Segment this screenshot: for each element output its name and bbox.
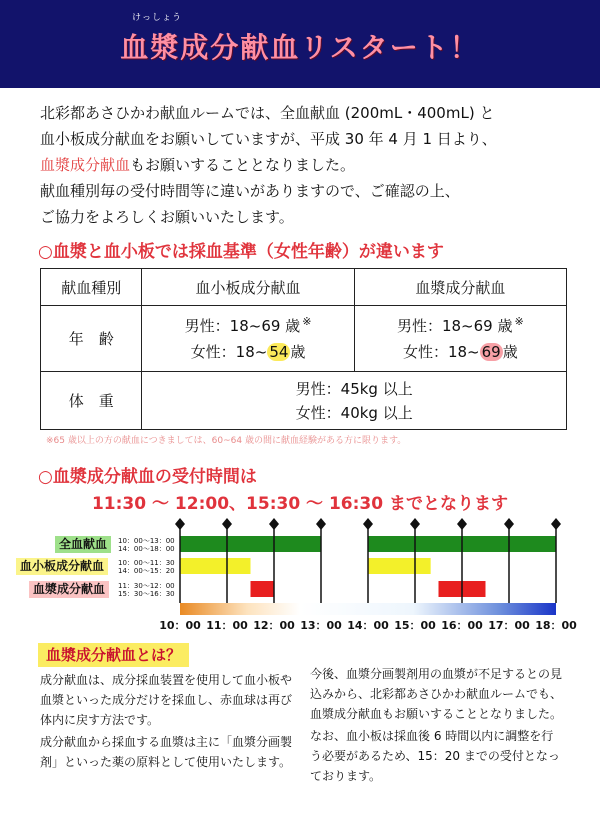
intro-paragraph: [40, 100, 580, 230]
criteria-table: [40, 268, 567, 430]
schedule-row-hours-group: [118, 559, 175, 575]
hour-diamond: [316, 518, 326, 530]
weight-female: 女性：40kg 以上: [295, 403, 413, 422]
about-left-column: [40, 670, 292, 774]
about-right-para-2: なお、血小板は採血後 6 時間以内に調整を行う必要があるため、15：20 までの受付となっております。: [310, 729, 560, 783]
schedule-row-hours: 14：00～18：00: [118, 545, 175, 553]
page-title: 血漿成分献血リスタート！: [120, 31, 480, 64]
hour-diamond: [175, 518, 185, 530]
schedule-row-hours: 15：30～16：30: [118, 590, 175, 598]
weight-cell: [142, 372, 567, 430]
schedule-row-hours: 14：00～15：20: [118, 567, 175, 575]
section-heading-hours: ○血漿成分献血の受付時間は: [38, 467, 257, 487]
table-header-plasma: 血漿成分献血: [354, 269, 566, 306]
intro-line-1: 北彩都あさひかわ献血ルームでは、全血献血 (200mL・400mL) と: [40, 104, 495, 122]
note-mark: ※: [302, 314, 312, 328]
table-row-weight: [41, 372, 567, 430]
weight-label: 体 重: [41, 372, 142, 430]
plasma-age-cell: [354, 306, 566, 372]
intro-line-2: 血小板成分献血をお願いしていますが、平成 30 年 4 月 1 日より、: [40, 130, 497, 148]
hour-diamond: [457, 518, 467, 530]
hour-tick-label: 11：00: [206, 619, 248, 632]
schedule-row-label: 全血献血: [55, 536, 111, 553]
title-ruby: けっしょう: [132, 13, 183, 23]
plasma-hours: 11:30 〜 12:00、15:30 〜 16:30 までとなります: [91, 494, 509, 514]
hour-diamond: [363, 518, 373, 530]
platelet-male-age: 男性：18~69 歳: [184, 316, 301, 335]
hour-diamond: [551, 518, 561, 530]
intro-highlight: 血漿成分献血: [40, 156, 131, 174]
intro-line-3-rest: もお願いすることとなりました。: [130, 156, 356, 174]
schedule-bar: [368, 558, 431, 574]
platelet-age-cell: [142, 306, 354, 372]
table-header-row: [41, 269, 567, 306]
intro-line-3: [40, 152, 580, 178]
schedule-chart: [0, 515, 600, 635]
hour-tick-label: 13：00: [300, 619, 342, 632]
schedule-row-hours-group: [118, 582, 175, 598]
section-heading-criteria: ○血漿と血小板では採血基準（女性年齢）が違います: [38, 242, 444, 262]
hour-tick-label: 15：00: [394, 619, 436, 632]
weight-male: 男性：45kg 以上: [295, 379, 413, 398]
plasma-female-suffix: 歳: [502, 342, 518, 361]
plasma-female-limit: 69: [481, 342, 501, 361]
platelet-female-prefix: 女性：18~: [190, 342, 268, 361]
hour-diamond: [222, 518, 232, 530]
about-left-para-1: 成分献血は、成分採血装置を使用して血小板や血漿といった成分だけを採血し、赤血球は再び体内に戻す方法です。: [40, 673, 293, 727]
platelet-female-limit: 54: [269, 342, 289, 361]
hour-tick-label: 10：00: [159, 619, 201, 632]
schedule-row-hours: 10：00～11：30: [118, 559, 175, 567]
about-right-para-1: 今後、血漿分画製剤用の血漿が不足するとの見込みから、北彩都あさひかわ献血ルームでも、血漿成分献血もお願いすることとなりました。: [310, 667, 563, 721]
schedule-row-hours: 10：00～13：00: [118, 537, 175, 545]
schedule-row-hours-group: [118, 537, 175, 553]
schedule-bar: [251, 581, 275, 597]
about-right-column: [310, 664, 562, 788]
about-heading: 血漿成分献血とは？: [38, 643, 189, 667]
intro-line-4: 献血種別毎の受付時間等に違いがありますので、ご確認の上、: [40, 182, 460, 200]
table-header-type: 献血種別: [41, 269, 142, 306]
hour-diamond: [410, 518, 420, 530]
hour-diamond: [504, 518, 514, 530]
schedule-bar: [180, 536, 321, 552]
note-mark: ※: [514, 314, 524, 328]
hour-tick-label: 17：00: [488, 619, 530, 632]
table-row-age: [41, 306, 567, 372]
hour-diamond: [269, 518, 279, 530]
about-left-para-2: 成分献血から採血する血漿は主に「血漿分画製剤」といった薬の原料として使用いたします。: [40, 735, 293, 769]
hour-tick-label: 16：00: [441, 619, 483, 632]
time-gradient-bar: [180, 603, 556, 615]
schedule-timeline: [0, 515, 600, 635]
hour-tick-label: 12：00: [253, 619, 295, 632]
table-header-platelet: 血小板成分献血: [142, 269, 354, 306]
hour-tick-label: 18：00: [535, 619, 577, 632]
plasma-female-prefix: 女性：18~: [402, 342, 480, 361]
intro-line-5: ご協力をよろしくお願いいたします。: [40, 208, 294, 226]
header-banner: [0, 0, 600, 88]
schedule-row-label: 血小板成分献血: [16, 558, 108, 575]
schedule-bar: [180, 558, 251, 574]
hour-tick-label: 14：00: [347, 619, 389, 632]
schedule-row-hours: 11：30～12：00: [118, 582, 175, 590]
platelet-female-suffix: 歳: [290, 342, 306, 361]
schedule-row-label: 血漿成分献血: [29, 581, 109, 598]
criteria-footnote: ※65 歳以上の方の献血につきましては、60~64 歳の間に献血経験がある方に限ります。: [46, 436, 407, 446]
plasma-male-age: 男性：18~69 歳: [396, 316, 513, 335]
age-label: 年 齢: [41, 306, 142, 372]
